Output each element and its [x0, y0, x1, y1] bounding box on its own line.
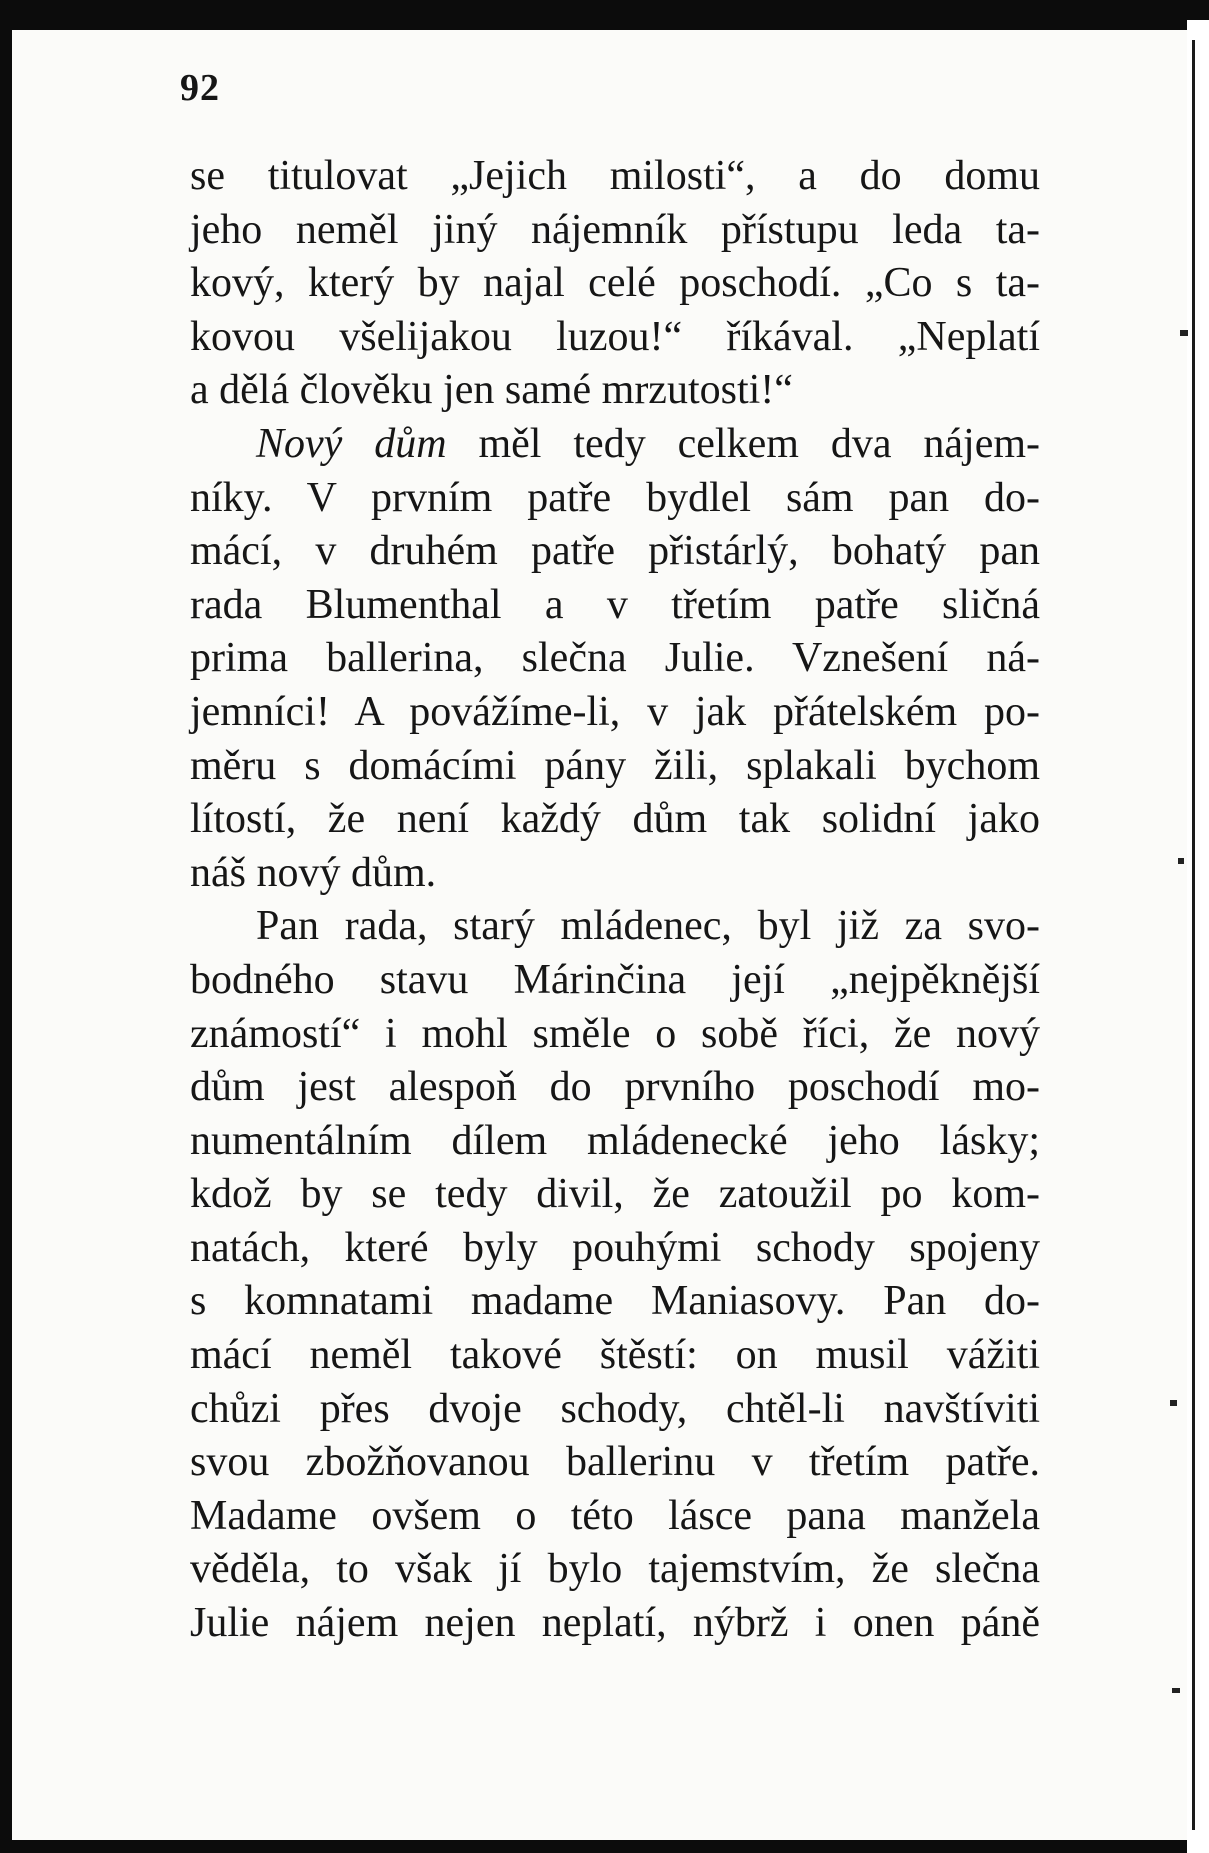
binding-edge-line — [1192, 40, 1195, 1830]
text-line: svou zbožňovanou ballerinu v třetím patře. — [190, 1439, 1040, 1486]
text-line: věděla, to však jí bylo tajemstvím, že slečna — [190, 1546, 1040, 1593]
text-line: bodného stavu Márinčina její „nejpěknější — [190, 956, 1040, 1003]
text-line: Madame ovšem o této lásce pana manžela — [190, 1492, 1040, 1539]
text-line: rada Blumenthal a v třetím patře sličná — [190, 581, 1040, 628]
text-line: Julie nájem nejen neplatí, nýbrž i onen páně — [190, 1600, 1040, 1647]
text-line: numentálním dílem mládenecké jeho lásky; — [190, 1117, 1040, 1164]
italic-title: Nový dům — [256, 420, 447, 467]
page-number: 92 — [180, 67, 220, 109]
text-line: lítostí, že není každý dům tak solidní jako — [190, 796, 1040, 843]
text-line: měru s domácími pány žili, splakali bychom — [190, 742, 1040, 789]
text-line — [190, 418, 1040, 472]
page-edge — [1187, 20, 1209, 1853]
body-text — [190, 150, 1040, 1651]
text-line: natách, které byly pouhými schody spojeny — [190, 1224, 1040, 1271]
text-line: dům jest alespoň do prvního poschodí mo- — [190, 1064, 1040, 1111]
edge-speck — [1178, 858, 1184, 864]
text-span: měl tedy celkem dva nájem- — [446, 420, 1040, 467]
text-line: Pan rada, starý mládenec, byl již za svo- — [256, 903, 1040, 950]
text-line: jemníci! A povážíme-li, v jak přátelském po- — [190, 688, 1040, 735]
text-line: jeho neměl jiný nájemník přístupu leda ta- — [190, 206, 1040, 253]
text-line: níky. V prvním patře bydlel sám pan do- — [190, 474, 1040, 521]
text-line: prima ballerina, slečna Julie. Vznešení ná- — [190, 635, 1040, 682]
text-line: kdož by se tedy divil, že zatoužil po kom- — [190, 1171, 1040, 1218]
edge-speck — [1180, 330, 1188, 336]
text-line: kový, který by najal celé poschodí. „Co s ta- — [190, 260, 1040, 307]
text-line: náš nový dům. — [190, 849, 437, 896]
text-line: mácí neměl takové štěstí: on musil vážiti — [190, 1332, 1040, 1379]
text-line: a dělá člověku jen samé mrzutosti!“ — [190, 367, 793, 414]
text-line: se titulovat „Jejich milosti“, a do domu — [190, 153, 1040, 199]
edge-speck — [1172, 1688, 1180, 1693]
text-line: mácí, v druhém patře přistárlý, bohatý pan — [190, 528, 1040, 575]
text-line: chůzi přes dvoje schody, chtěl-li navštíviti — [190, 1385, 1040, 1432]
text-line: s komnatami madame Maniasovy. Pan do- — [190, 1278, 1040, 1325]
text-line: známostí“ i mohl směle o sobě říci, že nový — [190, 1010, 1040, 1057]
edge-speck — [1170, 1400, 1177, 1406]
text-line: kovou všelijakou luzou!“ říkával. „Neplatí — [190, 313, 1040, 360]
